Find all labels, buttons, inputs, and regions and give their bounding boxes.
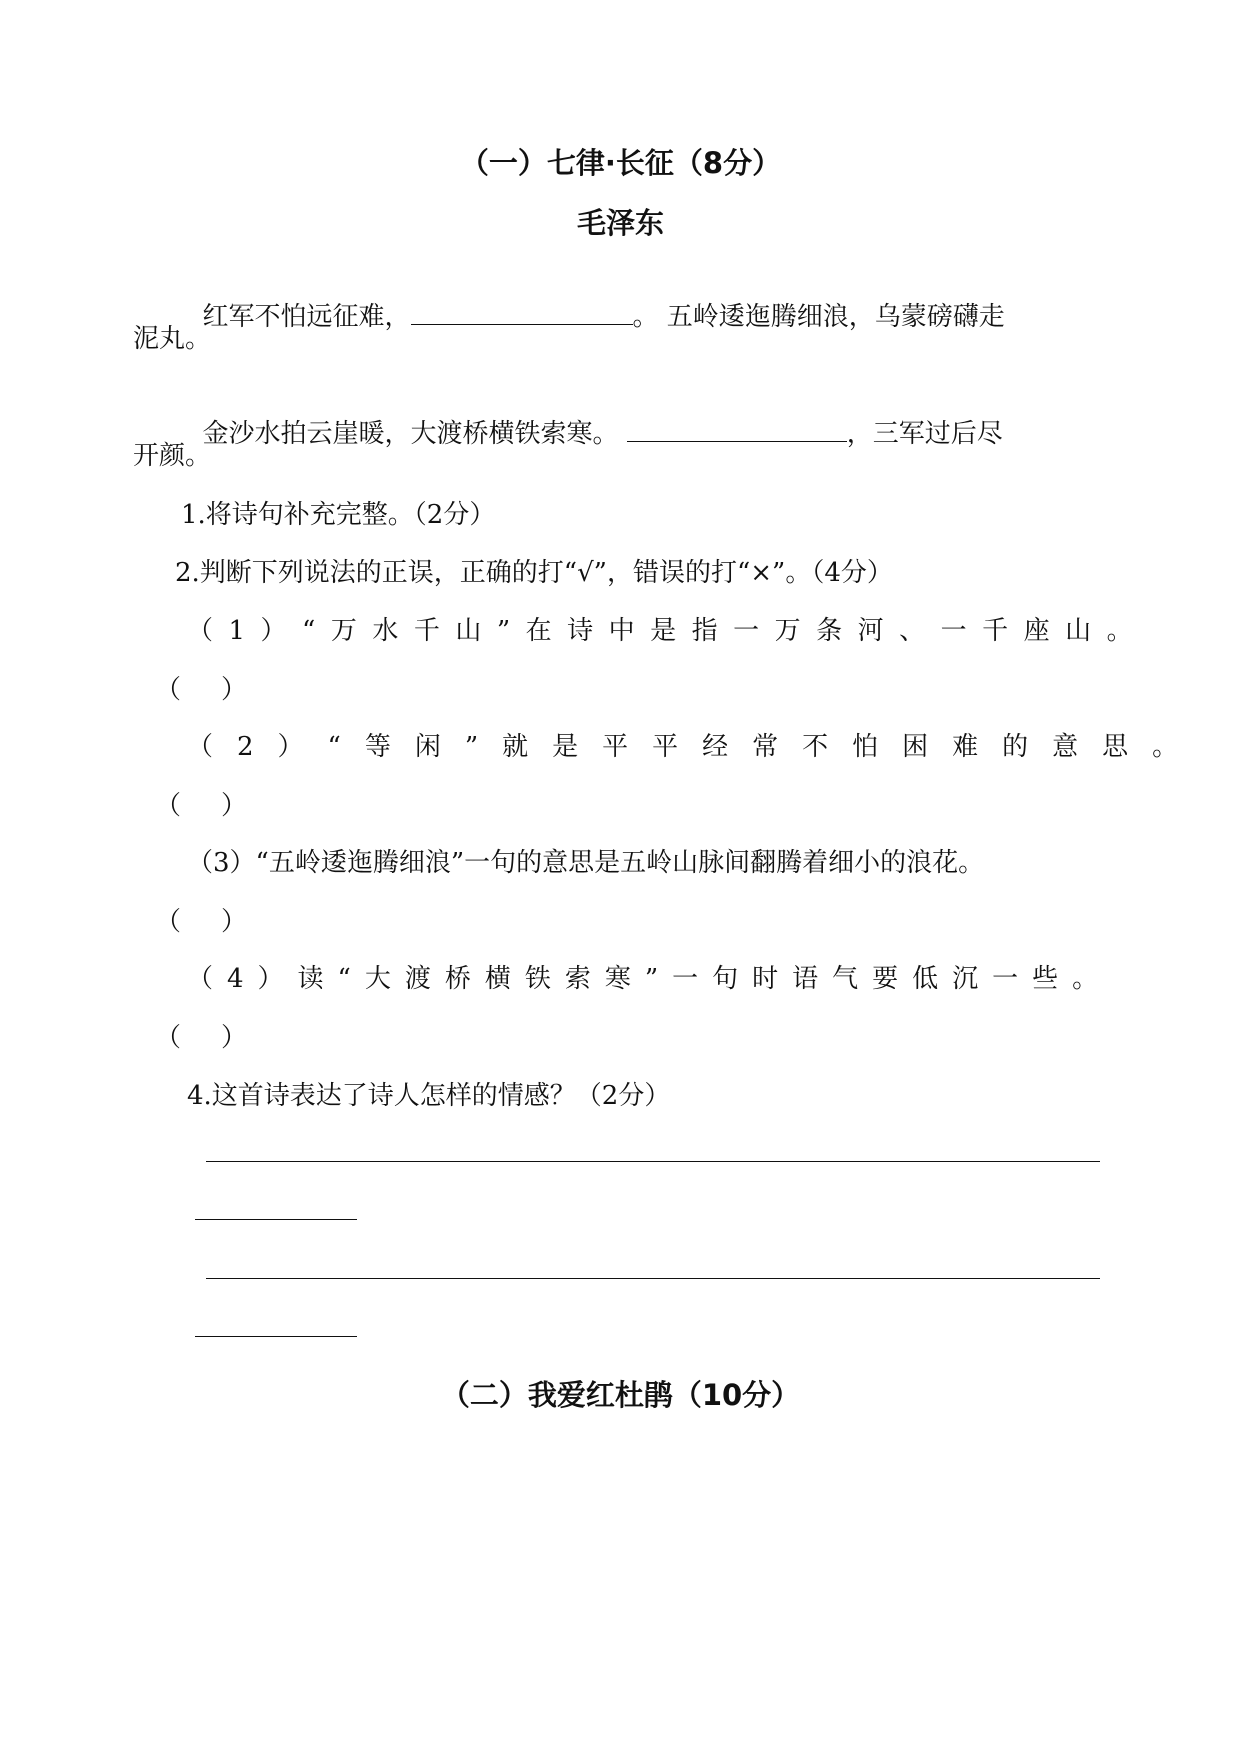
question-1: 1.将诗句补充完整。（2分）	[181, 500, 496, 530]
poem-line-1-part2: 。 五岭逶迤腾细浪，乌蒙磅礴走	[632, 302, 1005, 332]
judge-item-1: （1）“万水千山”在诗中是指一万条河、一千座山。	[187, 616, 1149, 646]
paren-close: ）	[221, 675, 248, 705]
judge-item-3: （3）“五岭逶迤腾细浪”一句的意思是五岭山脉间翻腾着细小的浪花。	[187, 848, 985, 878]
paren-close: ）	[221, 907, 248, 937]
judge-item-2: （2）“等闲”就是平平经常不怕困难的意思。	[187, 732, 1203, 762]
judge-answer-4[interactable]	[155, 1020, 247, 1056]
fill-blank-1[interactable]	[411, 298, 633, 325]
paren-open: （	[155, 675, 182, 705]
answer-line-1b[interactable]	[195, 1219, 357, 1220]
question-4: 4.这首诗表达了诗人怎样的情感？（2分）	[187, 1081, 671, 1111]
judge-answer-1[interactable]	[155, 672, 247, 708]
fill-blank-2[interactable]	[627, 415, 847, 442]
poem-line-1	[186, 262, 1005, 335]
poem-author: 毛泽东	[576, 206, 664, 240]
poem-line-1-part1: 红军不怕远征难，	[202, 302, 411, 332]
paren-close: ）	[221, 1023, 248, 1053]
question-2: 2.判断下列说法的正误，正确的打“√”，错误的打“×”。（4分）	[175, 558, 893, 588]
section-title: （一）七律·长征（8分）	[459, 146, 782, 180]
poem-line-2-part1: 金沙水拍云崖暖，大渡桥横铁索寒。	[202, 419, 627, 449]
judge-item-4: （4）读“大渡桥横铁索寒”一句时语气要低沉一些。	[187, 964, 1113, 994]
section-2-title: （二）我爱红杜鹃（10分）	[440, 1378, 801, 1412]
poem-line-2	[186, 379, 1003, 452]
paren-open: （	[155, 791, 182, 821]
poem-line-1-continuation: 泥丸。	[133, 324, 212, 354]
poem-line-2-continuation: 开颜。	[133, 441, 212, 471]
paren-open: （	[155, 907, 182, 937]
paren-open: （	[155, 1023, 182, 1053]
paren-close: ）	[221, 791, 248, 821]
poem-line-2-part2: ，三军过后尽	[846, 419, 1003, 449]
answer-line-1a[interactable]	[206, 1161, 1100, 1162]
judge-answer-2[interactable]	[155, 788, 247, 824]
answer-line-2a[interactable]	[206, 1278, 1100, 1279]
answer-line-2b[interactable]	[195, 1336, 357, 1337]
judge-answer-3[interactable]	[155, 904, 247, 940]
